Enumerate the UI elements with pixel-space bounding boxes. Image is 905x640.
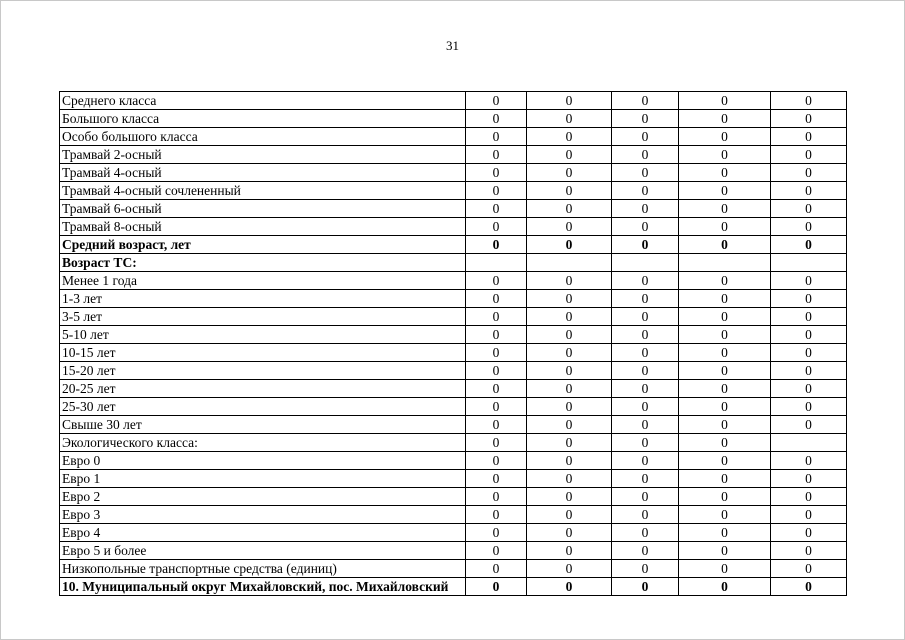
value-cell: 0 [612, 506, 679, 524]
value-cell: 0 [612, 182, 679, 200]
row-label: Свыше 30 лет [60, 416, 466, 434]
value-cell: 0 [771, 506, 847, 524]
value-cell: 0 [466, 344, 527, 362]
value-cell: 0 [612, 146, 679, 164]
table-row [60, 542, 847, 560]
row-label: 15-20 лет [60, 362, 466, 380]
value-cell: 0 [466, 290, 527, 308]
value-cell: 0 [612, 362, 679, 380]
value-cell: 0 [527, 272, 612, 290]
value-cell: 0 [466, 578, 527, 596]
value-cell: 0 [527, 416, 612, 434]
value-cell: 0 [679, 398, 771, 416]
value-cell: 0 [527, 200, 612, 218]
row-label: 5-10 лет [60, 326, 466, 344]
table-row [60, 182, 847, 200]
value-cell: 0 [527, 398, 612, 416]
value-cell: 0 [679, 560, 771, 578]
table-row [60, 344, 847, 362]
value-cell: 0 [466, 146, 527, 164]
value-cell: 0 [527, 236, 612, 254]
value-cell: 0 [771, 164, 847, 182]
value-cell: 0 [466, 380, 527, 398]
row-label: Евро 0 [60, 452, 466, 470]
value-cell: 0 [679, 218, 771, 236]
value-cell: 0 [466, 128, 527, 146]
value-cell: 0 [466, 326, 527, 344]
value-cell: 0 [612, 290, 679, 308]
row-label: Менее 1 года [60, 272, 466, 290]
value-cell: 0 [527, 218, 612, 236]
value-cell: 0 [527, 110, 612, 128]
value-cell: 0 [466, 182, 527, 200]
value-cell: 0 [527, 380, 612, 398]
row-label: 1-3 лет [60, 290, 466, 308]
value-cell: 0 [771, 524, 847, 542]
table-row [60, 236, 847, 254]
value-cell [771, 254, 847, 272]
value-cell: 0 [612, 200, 679, 218]
row-label: 25-30 лет [60, 398, 466, 416]
value-cell: 0 [612, 488, 679, 506]
value-cell: 0 [527, 308, 612, 326]
value-cell: 0 [466, 452, 527, 470]
table-row [60, 146, 847, 164]
value-cell: 0 [679, 344, 771, 362]
value-cell: 0 [527, 290, 612, 308]
row-label: Евро 3 [60, 506, 466, 524]
value-cell: 0 [466, 398, 527, 416]
value-cell: 0 [612, 218, 679, 236]
value-cell: 0 [612, 398, 679, 416]
row-label: Средний возраст, лет [60, 236, 466, 254]
table-row [60, 470, 847, 488]
value-cell: 0 [466, 110, 527, 128]
value-cell: 0 [679, 488, 771, 506]
value-cell: 0 [527, 92, 612, 110]
value-cell: 0 [527, 524, 612, 542]
value-cell: 0 [466, 308, 527, 326]
value-cell: 0 [679, 506, 771, 524]
value-cell: 0 [612, 344, 679, 362]
value-cell: 0 [771, 344, 847, 362]
value-cell: 0 [679, 380, 771, 398]
value-cell: 0 [466, 416, 527, 434]
value-cell: 0 [771, 488, 847, 506]
value-cell: 0 [466, 362, 527, 380]
value-cell [527, 254, 612, 272]
value-cell: 0 [679, 272, 771, 290]
value-cell: 0 [612, 578, 679, 596]
row-label: Трамвай 8-осный [60, 218, 466, 236]
value-cell: 0 [771, 542, 847, 560]
table-row [60, 110, 847, 128]
value-cell: 0 [679, 164, 771, 182]
table-row [60, 326, 847, 344]
value-cell: 0 [466, 236, 527, 254]
value-cell: 0 [771, 470, 847, 488]
value-cell: 0 [612, 416, 679, 434]
table-row [60, 380, 847, 398]
value-cell [612, 254, 679, 272]
value-cell: 0 [527, 362, 612, 380]
row-label: Евро 2 [60, 488, 466, 506]
table-row [60, 92, 847, 110]
value-cell: 0 [466, 272, 527, 290]
value-cell: 0 [466, 218, 527, 236]
value-cell: 0 [527, 128, 612, 146]
value-cell: 0 [771, 200, 847, 218]
row-label: Экологического класса: [60, 434, 466, 452]
table-row [60, 290, 847, 308]
value-cell: 0 [466, 92, 527, 110]
table-row [60, 560, 847, 578]
value-cell: 0 [612, 236, 679, 254]
value-cell: 0 [612, 470, 679, 488]
value-cell: 0 [612, 164, 679, 182]
table-row [60, 272, 847, 290]
value-cell: 0 [679, 434, 771, 452]
value-cell: 0 [612, 434, 679, 452]
value-cell: 0 [612, 92, 679, 110]
table-row [60, 254, 847, 272]
value-cell: 0 [527, 560, 612, 578]
value-cell: 0 [527, 488, 612, 506]
value-cell: 0 [612, 524, 679, 542]
value-cell: 0 [612, 380, 679, 398]
value-cell: 0 [771, 578, 847, 596]
value-cell: 0 [771, 362, 847, 380]
table-row [60, 416, 847, 434]
value-cell: 0 [771, 290, 847, 308]
table-row [60, 452, 847, 470]
row-label: 10-15 лет [60, 344, 466, 362]
value-cell: 0 [466, 434, 527, 452]
value-cell: 0 [771, 182, 847, 200]
table-row [60, 200, 847, 218]
value-cell: 0 [466, 200, 527, 218]
value-cell: 0 [679, 92, 771, 110]
value-cell: 0 [679, 542, 771, 560]
value-cell: 0 [679, 470, 771, 488]
value-cell: 0 [679, 308, 771, 326]
value-cell [771, 434, 847, 452]
row-label: Особо большого класса [60, 128, 466, 146]
value-cell: 0 [612, 110, 679, 128]
value-cell: 0 [466, 542, 527, 560]
value-cell: 0 [771, 92, 847, 110]
row-label: Среднего класса [60, 92, 466, 110]
value-cell: 0 [771, 272, 847, 290]
value-cell: 0 [527, 434, 612, 452]
table-row [60, 524, 847, 542]
value-cell: 0 [527, 146, 612, 164]
value-cell: 0 [466, 488, 527, 506]
value-cell: 0 [771, 326, 847, 344]
table-row [60, 488, 847, 506]
table-row [60, 308, 847, 326]
value-cell: 0 [679, 452, 771, 470]
value-cell: 0 [771, 128, 847, 146]
row-label: Трамвай 2-осный [60, 146, 466, 164]
value-cell: 0 [771, 452, 847, 470]
value-cell: 0 [527, 344, 612, 362]
row-label: 10. Муниципальный округ Михайловский, пос. Михайловский [60, 578, 466, 596]
row-label: Трамвай 4-осный [60, 164, 466, 182]
value-cell: 0 [679, 362, 771, 380]
value-cell: 0 [466, 506, 527, 524]
value-cell: 0 [527, 452, 612, 470]
row-label: 20-25 лет [60, 380, 466, 398]
table-row [60, 164, 847, 182]
row-label: Возраст ТС: [60, 254, 466, 272]
row-label: Евро 4 [60, 524, 466, 542]
value-cell: 0 [527, 578, 612, 596]
value-cell: 0 [679, 236, 771, 254]
value-cell: 0 [679, 578, 771, 596]
value-cell: 0 [679, 128, 771, 146]
value-cell: 0 [771, 560, 847, 578]
value-cell: 0 [679, 146, 771, 164]
row-label: Большого класса [60, 110, 466, 128]
table-row [60, 578, 847, 596]
value-cell: 0 [527, 506, 612, 524]
value-cell: 0 [679, 326, 771, 344]
table-row [60, 398, 847, 416]
value-cell: 0 [771, 308, 847, 326]
row-label: 3-5 лет [60, 308, 466, 326]
value-cell: 0 [771, 146, 847, 164]
value-cell: 0 [771, 380, 847, 398]
table-row [60, 434, 847, 452]
value-cell: 0 [527, 326, 612, 344]
table-row [60, 506, 847, 524]
value-cell: 0 [466, 470, 527, 488]
row-label: Евро 1 [60, 470, 466, 488]
value-cell: 0 [612, 452, 679, 470]
value-cell [466, 254, 527, 272]
value-cell: 0 [771, 398, 847, 416]
table-row [60, 128, 847, 146]
value-cell: 0 [527, 470, 612, 488]
table-body [60, 92, 847, 596]
value-cell: 0 [679, 200, 771, 218]
value-cell: 0 [612, 326, 679, 344]
value-cell: 0 [527, 542, 612, 560]
table-row [60, 218, 847, 236]
value-cell: 0 [612, 542, 679, 560]
value-cell: 0 [466, 560, 527, 578]
page-number: 31 [446, 38, 459, 53]
value-cell: 0 [612, 128, 679, 146]
value-cell [679, 254, 771, 272]
value-cell: 0 [466, 164, 527, 182]
data-table [59, 91, 847, 596]
value-cell: 0 [771, 110, 847, 128]
row-label: Трамвай 4-осный сочлененный [60, 182, 466, 200]
table-row [60, 362, 847, 380]
row-label: Низкопольные транспортные средства (единиц) [60, 560, 466, 578]
value-cell: 0 [771, 236, 847, 254]
value-cell: 0 [679, 416, 771, 434]
value-cell: 0 [612, 308, 679, 326]
value-cell: 0 [612, 560, 679, 578]
value-cell: 0 [679, 110, 771, 128]
value-cell: 0 [679, 290, 771, 308]
row-label: Евро 5 и более [60, 542, 466, 560]
value-cell: 0 [466, 524, 527, 542]
row-label: Трамвай 6-осный [60, 200, 466, 218]
value-cell: 0 [679, 524, 771, 542]
value-cell: 0 [771, 416, 847, 434]
value-cell: 0 [679, 182, 771, 200]
value-cell: 0 [527, 164, 612, 182]
value-cell: 0 [527, 182, 612, 200]
value-cell: 0 [771, 218, 847, 236]
value-cell: 0 [612, 272, 679, 290]
